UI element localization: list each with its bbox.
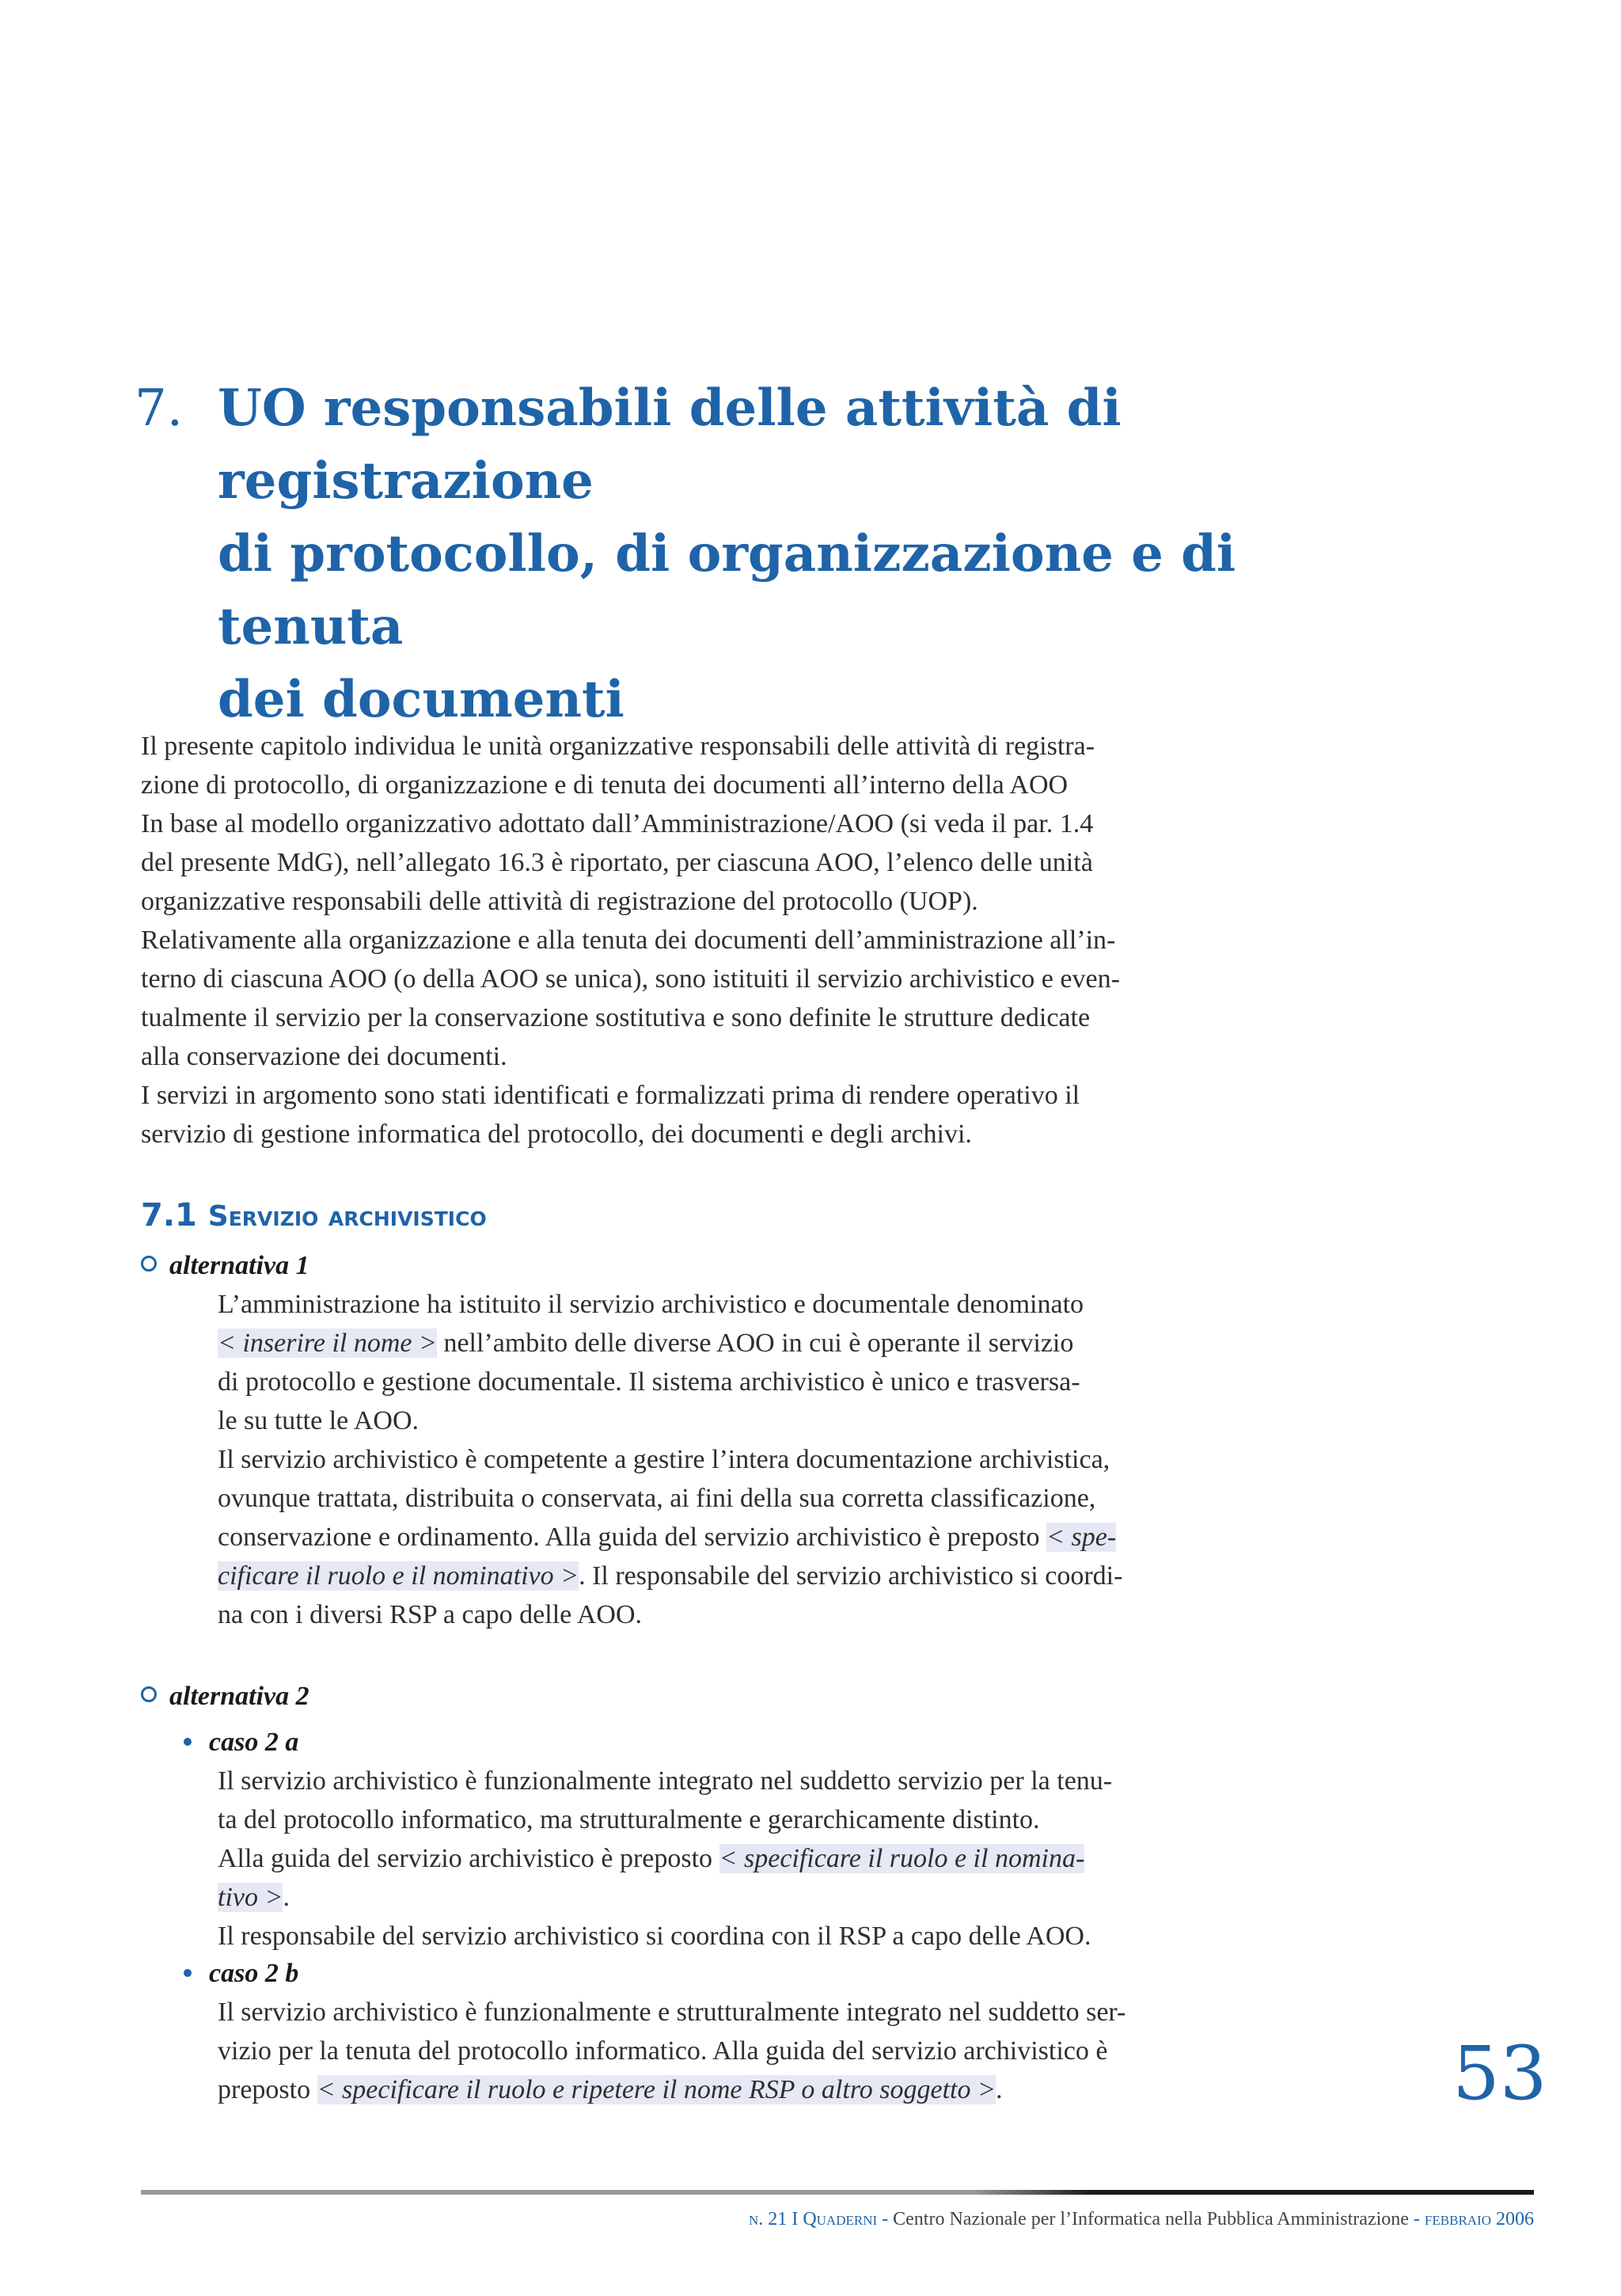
text-line: Il presente capitolo individua le unità organizzative responsabili delle attività di registra- bbox=[141, 732, 1095, 761]
text-line: conservazione e ordinamento. Alla guida del servizio archivistico è preposto < spe- bbox=[218, 1522, 1117, 1552]
chapter-title-text bbox=[218, 372, 1401, 736]
section-heading bbox=[141, 1196, 487, 1237]
footer-month: febbraio bbox=[1424, 2209, 1491, 2229]
chapter-title-line: di protocollo, di organizzazione e di tenuta bbox=[218, 524, 1236, 656]
ring-bullet-icon bbox=[141, 1256, 157, 1272]
footer-issue: n. 21 bbox=[749, 2209, 788, 2229]
ring-bullet-icon bbox=[141, 1686, 157, 1702]
text-line: Il servizio archivistico è funzionalmente integrato nel suddetto servizio per la tenu- bbox=[218, 1766, 1113, 1796]
text-line: preposto < specificare il ruolo e ripetere il nome RSP o altro soggetto >. bbox=[218, 2075, 1003, 2104]
case-2b-text bbox=[218, 1993, 1298, 2109]
text-line: zione di protocollo, di organizzazione e di tenuta dei documenti all’interno della AOO bbox=[141, 770, 1069, 800]
intro-paragraph bbox=[141, 727, 1298, 1154]
chapter-title-line: dei documenti bbox=[218, 670, 624, 729]
case-2b-label: caso 2 b bbox=[184, 1954, 298, 1993]
placeholder-highlight: cificare il ruolo e il nominativo > bbox=[218, 1561, 579, 1591]
text-line: I servizi in argomento sono stati identificati e formalizzati prima di rendere operativo il bbox=[141, 1081, 1080, 1110]
text-line: Il servizio archivistico è competente a gestire l’intera documentazione archivistica, bbox=[218, 1445, 1110, 1474]
footer-series: Quaderni bbox=[803, 2209, 878, 2229]
footer-organization: Centro Nazionale per l’Informatica nella Pubblica Amministrazione bbox=[893, 2209, 1409, 2229]
text-line: Relativamente alla organizzazione e alla tenuta dei documenti dell’amministrazione all’in- bbox=[141, 926, 1116, 955]
text-line: del presente MdG), nell’allegato 16.3 è riportato, per ciascuna AOO, l’elenco delle unità bbox=[141, 848, 1093, 877]
text-line: di protocollo e gestione documentale. Il sistema archivistico è unico e trasversa- bbox=[218, 1367, 1080, 1397]
text-line: terno di ciascuna AOO (o della AOO se unica), sono istituiti il servizio archivistico e even- bbox=[141, 964, 1120, 994]
text-line: Il responsabile del servizio archivistico si coordina con il RSP a capo delle AOO. bbox=[218, 1922, 1091, 1951]
bullet-dot-icon bbox=[184, 1969, 192, 1977]
placeholder-highlight: < specificare il ruolo e il nomina- bbox=[719, 1844, 1085, 1873]
text-line: Il servizio archivistico è funzionalmente e strutturalmente integrato nel suddetto ser- bbox=[218, 1998, 1126, 2027]
text-line: ovunque trattata, distribuita o conservata, ai fini della sua corretta classificazione, bbox=[218, 1484, 1096, 1513]
text-line: organizzative responsabili delle attività di registrazione del protocollo (UOP). bbox=[141, 887, 978, 916]
placeholder-highlight: < specificare il ruolo e ripetere il nome RSP o altro soggetto > bbox=[317, 2075, 996, 2104]
chapter-number: 7. bbox=[135, 379, 184, 438]
footer-year: 2006 bbox=[1491, 2209, 1534, 2229]
alternative-1-text bbox=[218, 1285, 1298, 1634]
text-line: In base al modello organizzativo adottato dall’Amministrazione/AOO (si veda il par. 1.4 bbox=[141, 809, 1094, 838]
alternative-2-label: alternativa 2 bbox=[141, 1677, 309, 1716]
placeholder-highlight: tivo > bbox=[218, 1883, 283, 1912]
case-2a-text bbox=[218, 1762, 1298, 1956]
text-line: < inserire il nome > nell’ambito delle diverse AOO in cui è operante il servizio bbox=[218, 1329, 1074, 1358]
page-number: 53 bbox=[1452, 2031, 1547, 2117]
text-line: tivo >. bbox=[218, 1883, 290, 1912]
footer-rule bbox=[141, 2190, 1534, 2195]
text-line: ta del protocollo informatico, ma strutturalmente e gerarchicamente distinto. bbox=[218, 1805, 1040, 1834]
text-line: le su tutte le AOO. bbox=[218, 1406, 419, 1435]
text-line: L’amministrazione ha istituito il servizio archivistico e documentale denominato bbox=[218, 1290, 1084, 1319]
chapter-title bbox=[135, 372, 1401, 736]
placeholder-highlight: < inserire il nome > bbox=[218, 1329, 437, 1358]
text-line: cificare il ruolo e il nominativo >. Il responsabile del servizio archivistico si coordi- bbox=[218, 1561, 1123, 1591]
text-line: alla conservazione dei documenti. bbox=[141, 1042, 507, 1071]
placeholder-highlight: < spe- bbox=[1046, 1522, 1117, 1552]
text-line: servizio di gestione informatica del protocollo, dei documenti e degli archivi. bbox=[141, 1119, 972, 1149]
text-line: vizio per la tenuta del protocollo informatico. Alla guida del servizio archivistico è bbox=[218, 2036, 1108, 2066]
section-number: 7.1 bbox=[141, 1197, 197, 1234]
bullet-dot-icon bbox=[184, 1738, 192, 1746]
text-line: tualmente il servizio per la conservazione sostitutiva e sono definite le strutture dedicate bbox=[141, 1003, 1091, 1032]
text-line: na con i diversi RSP a capo delle AOO. bbox=[218, 1600, 643, 1629]
section-title: Servizio archivistico bbox=[207, 1200, 487, 1233]
text-line: Alla guida del servizio archivistico è preposto < specificare il ruolo e il nomina- bbox=[218, 1844, 1085, 1873]
case-2a-label: caso 2 a bbox=[184, 1723, 298, 1762]
chapter-title-line: UO responsabili delle attività di registrazione bbox=[218, 378, 1122, 511]
alternative-1-label: alternativa 1 bbox=[141, 1246, 309, 1285]
footer: n. 21 I Quaderni - Centro Nazionale per l’Informatica nella Pubblica Amministrazione - febbraio 2006 bbox=[749, 2209, 1534, 2229]
